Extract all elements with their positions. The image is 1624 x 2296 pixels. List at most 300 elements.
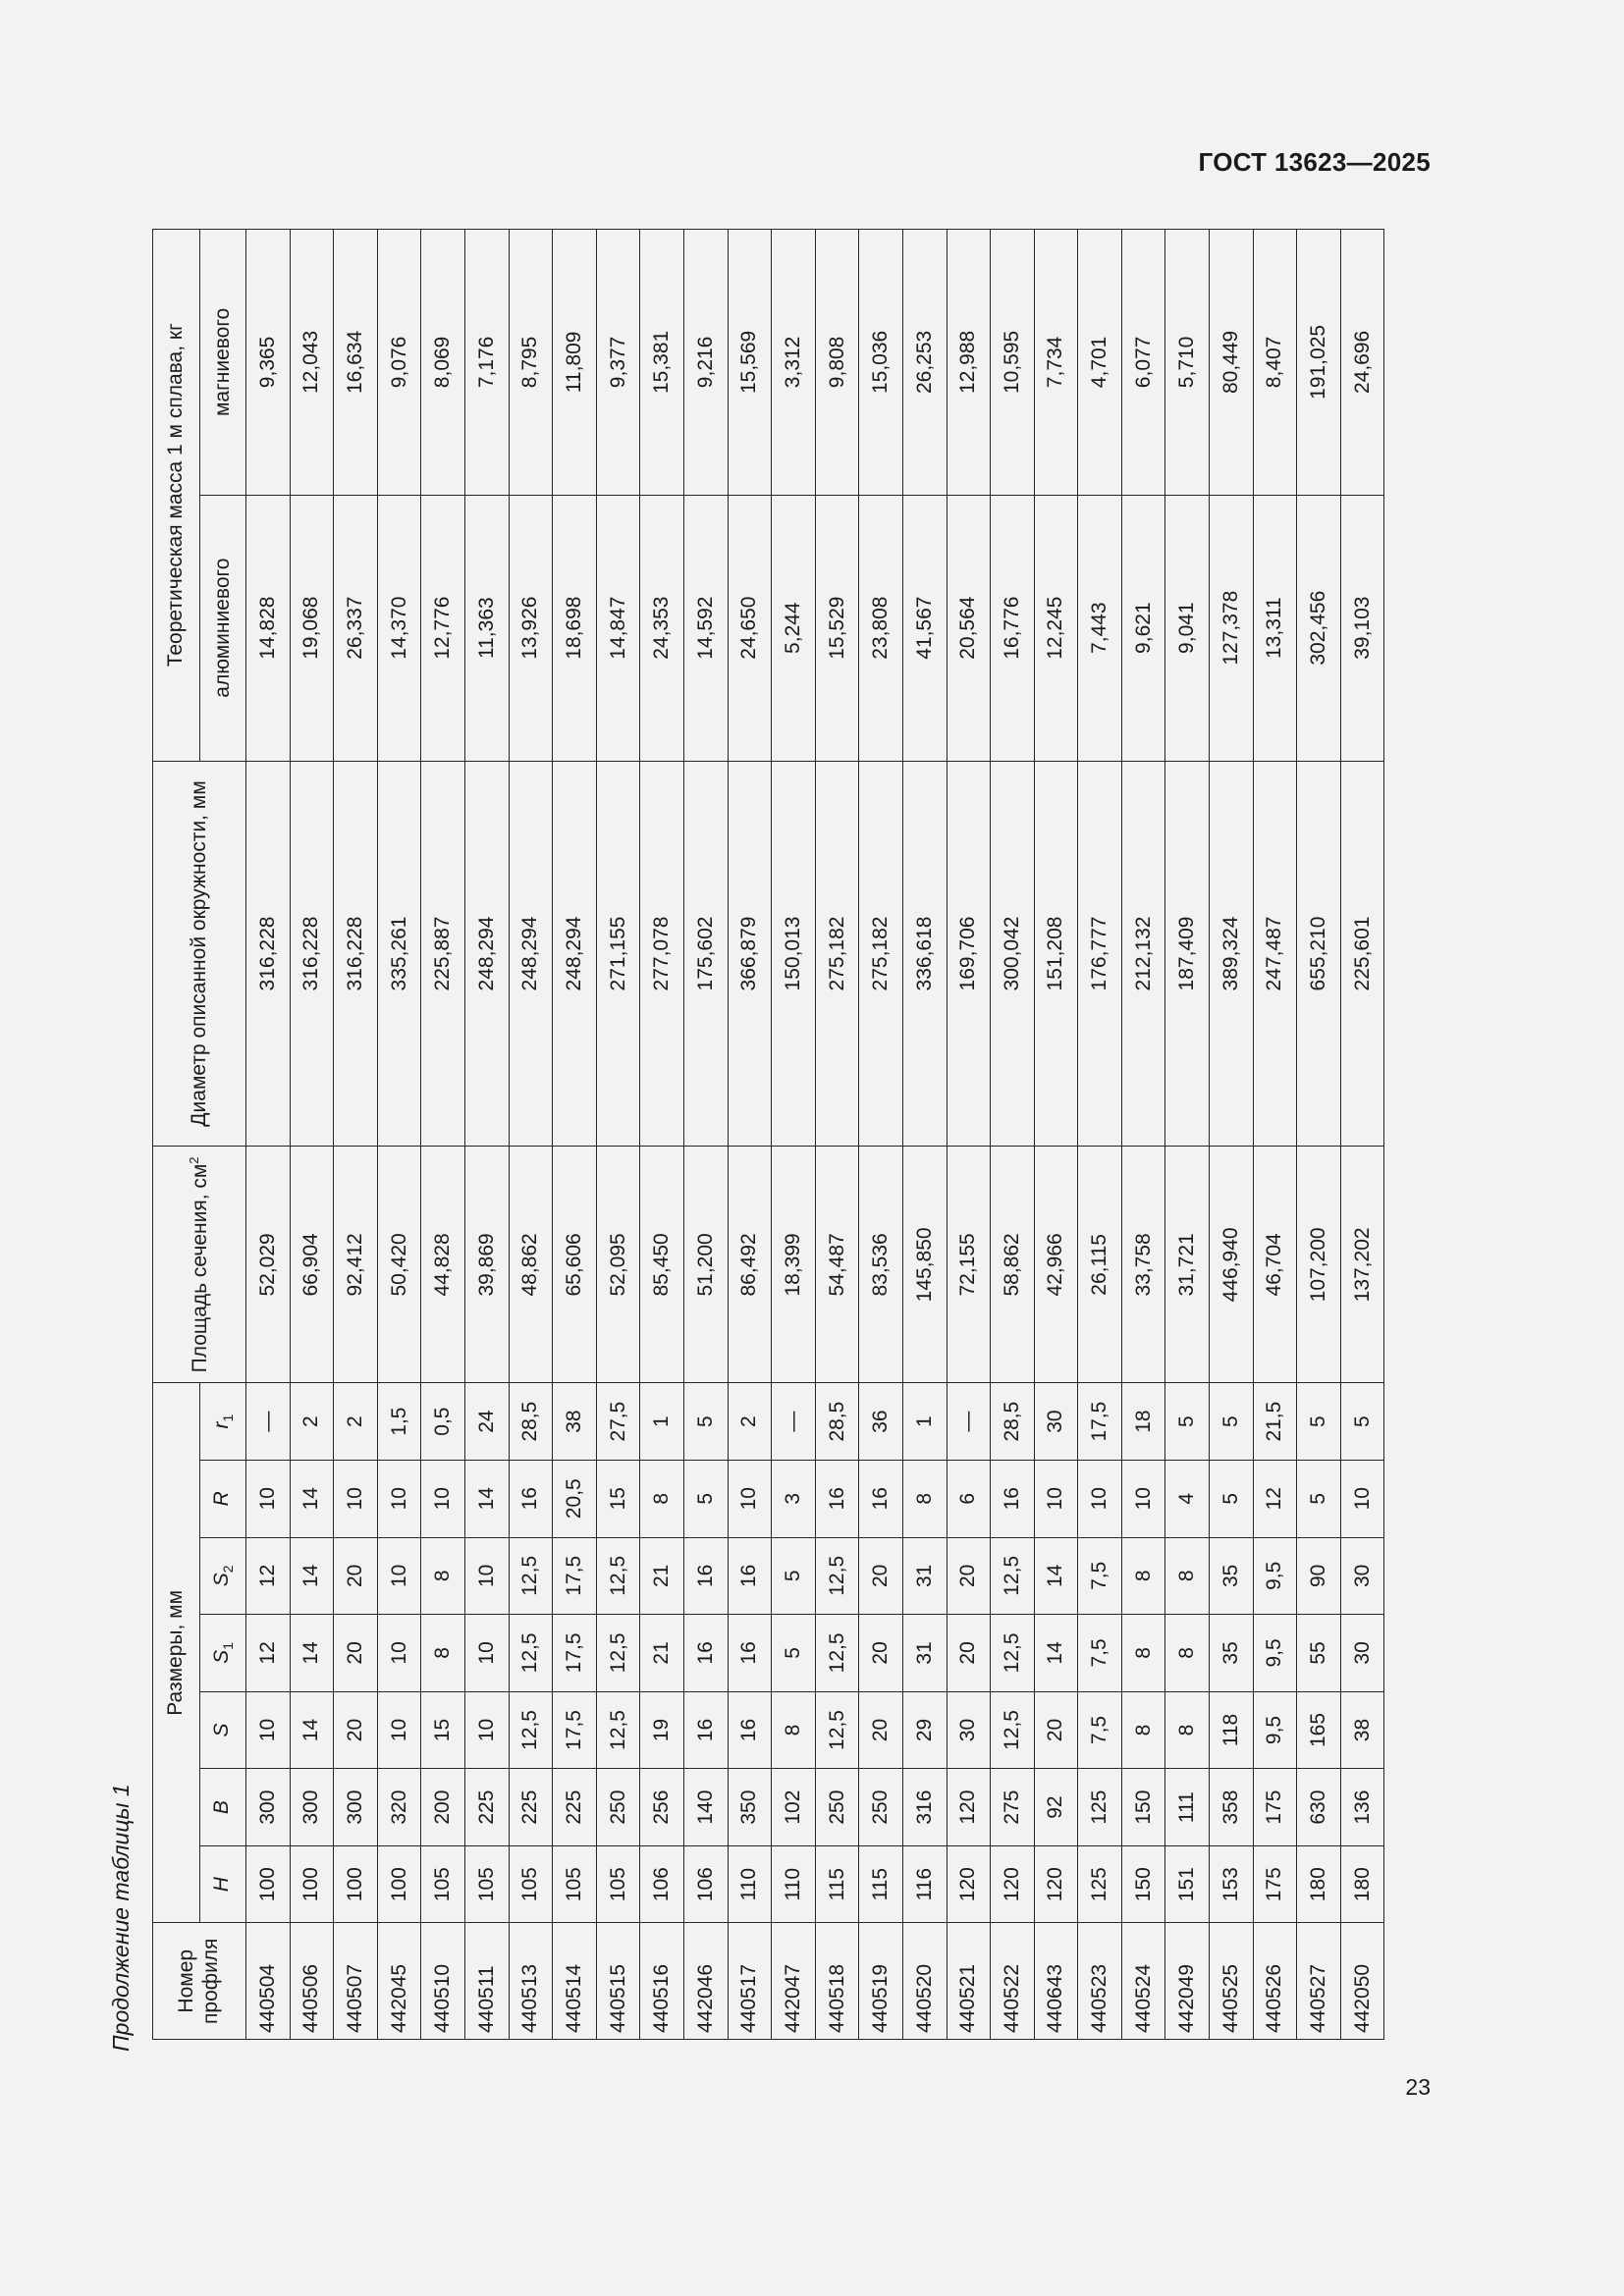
table-cell: 9,076 <box>377 230 421 496</box>
table-cell: 12 <box>246 1537 291 1615</box>
profile-number-cell: 440506 <box>290 1923 334 2040</box>
table-cell: 17,5 <box>553 1615 597 1692</box>
table-cell: 15,529 <box>815 495 859 761</box>
table-cell: 5 <box>683 1460 728 1537</box>
table-cell: 277,078 <box>640 761 684 1147</box>
table-cell: — <box>947 1383 991 1461</box>
table-cell: 17,5 <box>553 1691 597 1769</box>
size-h-header: H <box>200 1845 246 1923</box>
table-cell: 248,294 <box>464 761 509 1147</box>
table-row <box>596 230 640 2040</box>
table-cell: 335,261 <box>377 761 421 1147</box>
table-cell: 176,777 <box>1078 761 1122 1147</box>
table-cell: 6,077 <box>1121 230 1165 496</box>
table-cell: 7,5 <box>1078 1537 1122 1615</box>
table-cell: 16 <box>728 1691 772 1769</box>
table-cell: 10 <box>246 1691 291 1769</box>
table-cell: 15,036 <box>859 230 903 496</box>
table-cell: 8 <box>1121 1615 1165 1692</box>
table-row <box>1340 230 1384 2040</box>
table-cell: 11,809 <box>553 230 597 496</box>
table-cell: 39,869 <box>464 1147 509 1383</box>
table-cell: 24 <box>464 1383 509 1461</box>
table-cell: 10 <box>334 1460 378 1537</box>
table-cell: 5 <box>1297 1460 1341 1537</box>
size-s1-header: $S_1$ <box>200 1615 246 1692</box>
table-cell: 14 <box>1034 1537 1078 1615</box>
table-cell: 127,378 <box>1210 495 1254 761</box>
profile-number-cell: 440524 <box>1121 1923 1165 2040</box>
table-cell: 20,564 <box>947 495 991 761</box>
table-cell: 28,5 <box>815 1383 859 1461</box>
table-cell: 16 <box>728 1615 772 1692</box>
table-cell: 36 <box>859 1383 903 1461</box>
table-cell: 105 <box>464 1845 509 1923</box>
table-cell: 446,940 <box>1210 1147 1254 1383</box>
table-cell: 20 <box>947 1537 991 1615</box>
profile-number-cell: 440527 <box>1297 1923 1341 2040</box>
table-cell: 9,216 <box>683 230 728 496</box>
table-cell: 80,449 <box>1210 230 1254 496</box>
table-cell: 120 <box>991 1845 1035 1923</box>
table-cell: 8,407 <box>1253 230 1297 496</box>
table-cell: 7,5 <box>1078 1691 1122 1769</box>
table-cell: 115 <box>815 1845 859 1923</box>
table-cell: 9,5 <box>1253 1691 1297 1769</box>
size-s-header: S <box>200 1691 246 1769</box>
table-cell: 72,155 <box>947 1147 991 1383</box>
mass-group-header: Теоретическая масса 1 м сплава, кг <box>153 230 200 762</box>
table-cell: 225 <box>464 1769 509 1846</box>
table-cell: 4,701 <box>1078 230 1122 496</box>
table-cell: 9,377 <box>596 230 640 496</box>
table-cell: 55 <box>1297 1615 1341 1692</box>
table-row <box>1078 230 1122 2040</box>
table-cell: 10 <box>377 1691 421 1769</box>
area-header: Площадь сечения, $см^2$ <box>153 1147 246 1383</box>
table-row <box>728 230 772 2040</box>
table-cell: 250 <box>815 1769 859 1846</box>
table-cell: 65,606 <box>553 1147 597 1383</box>
table-cell: 20 <box>1034 1691 1078 1769</box>
table-cell: 153 <box>1210 1845 1254 1923</box>
profile-number-cell: 442050 <box>1340 1923 1384 2040</box>
table-cell: 15,381 <box>640 230 684 496</box>
table-cell: 38 <box>553 1383 597 1461</box>
table-cell: 10 <box>1121 1460 1165 1537</box>
table-cell: 18,399 <box>772 1147 816 1383</box>
table-cell: 14 <box>464 1460 509 1537</box>
table-cell: 8 <box>421 1537 465 1615</box>
profile-number-cell: 442047 <box>772 1923 816 2040</box>
table-cell: 42,966 <box>1034 1147 1078 1383</box>
profile-number-cell: 440526 <box>1253 1923 1297 2040</box>
table-cell: 180 <box>1340 1845 1384 1923</box>
table-cell: 92,412 <box>334 1147 378 1383</box>
table-cell: 105 <box>553 1845 597 1923</box>
table-cell: 389,324 <box>1210 761 1254 1147</box>
profile-number-cell: 440525 <box>1210 1923 1254 2040</box>
table-cell: 120 <box>947 1845 991 1923</box>
profile-number-cell: 440519 <box>859 1923 903 2040</box>
table-cell: 16 <box>683 1615 728 1692</box>
table-row <box>334 230 378 2040</box>
table-cell: 41,567 <box>902 495 947 761</box>
table-cell: 14 <box>290 1615 334 1692</box>
table-cell: 200 <box>421 1769 465 1846</box>
table-cell: 31,721 <box>1165 1147 1210 1383</box>
table-cell: 27,5 <box>596 1383 640 1461</box>
table-cell: 16 <box>683 1691 728 1769</box>
table-cell: 2 <box>290 1383 334 1461</box>
table-cell: 15,569 <box>728 230 772 496</box>
table-cell: 2 <box>728 1383 772 1461</box>
table-cell: 12,5 <box>509 1691 553 1769</box>
table-cell: 12,245 <box>1034 495 1078 761</box>
table-cell: 1 <box>640 1383 684 1461</box>
table-cell: 90 <box>1297 1537 1341 1615</box>
profile-number-cell: 442049 <box>1165 1923 1210 2040</box>
table-cell: 12,776 <box>421 495 465 761</box>
table-cell: 116 <box>902 1845 947 1923</box>
table-cell: 5,710 <box>1165 230 1210 496</box>
table-cell: 115 <box>859 1845 903 1923</box>
table-row <box>991 230 1035 2040</box>
size-r-header: R <box>200 1460 246 1537</box>
table-cell: 110 <box>728 1845 772 1923</box>
table-cell: 20 <box>859 1537 903 1615</box>
table-cell: 12,5 <box>991 1691 1035 1769</box>
table-cell: 31 <box>902 1537 947 1615</box>
table-caption: Продолжение таблицы 1 <box>108 1784 134 2052</box>
table-cell: 100 <box>377 1845 421 1923</box>
table-cell: 300 <box>246 1769 291 1846</box>
table-cell: 23,808 <box>859 495 903 761</box>
profile-number-cell: 440521 <box>947 1923 991 2040</box>
table-body <box>246 230 1384 2040</box>
table-cell: 100 <box>290 1845 334 1923</box>
table-cell: 13,311 <box>1253 495 1297 761</box>
table-cell: 16 <box>683 1537 728 1615</box>
table-cell: 316 <box>902 1769 947 1846</box>
table-cell: 3 <box>772 1460 816 1537</box>
table-cell: 5 <box>1297 1383 1341 1461</box>
table-cell: 655,210 <box>1297 761 1341 1147</box>
table-cell: 8,795 <box>509 230 553 496</box>
table-cell: 20 <box>334 1615 378 1692</box>
table-cell: 10 <box>1078 1460 1122 1537</box>
table-cell: 10 <box>464 1615 509 1692</box>
table-cell: 48,862 <box>509 1147 553 1383</box>
table-cell: 8 <box>640 1460 684 1537</box>
table-cell: 8 <box>1165 1691 1210 1769</box>
table-cell: 16 <box>509 1460 553 1537</box>
profile-number-cell: 440504 <box>246 1923 291 2040</box>
table-cell: 271,155 <box>596 761 640 1147</box>
size-b-header: B <box>200 1769 246 1846</box>
table-cell: 106 <box>683 1845 728 1923</box>
table-cell: 225 <box>509 1769 553 1846</box>
table-cell: 5 <box>1340 1383 1384 1461</box>
table-cell: 256 <box>640 1769 684 1846</box>
table-cell: 12,5 <box>596 1615 640 1692</box>
table-cell: 137,202 <box>1340 1147 1384 1383</box>
table-cell: 320 <box>377 1769 421 1846</box>
table-cell: 4 <box>1165 1460 1210 1537</box>
profile-number-cell: 440515 <box>596 1923 640 2040</box>
table-cell: — <box>246 1383 291 1461</box>
profile-number-cell: 440522 <box>991 1923 1035 2040</box>
table-cell: 24,353 <box>640 495 684 761</box>
table-cell: 52,095 <box>596 1147 640 1383</box>
table-row <box>859 230 903 2040</box>
table-cell: 1,5 <box>377 1383 421 1461</box>
table-cell: 7,5 <box>1078 1615 1122 1692</box>
table-row <box>1034 230 1078 2040</box>
table-cell: 225,601 <box>1340 761 1384 1147</box>
table-cell: 16 <box>991 1460 1035 1537</box>
table-cell: 7,176 <box>464 230 509 496</box>
table-cell: 20 <box>334 1691 378 1769</box>
table-cell: 9,5 <box>1253 1537 1297 1615</box>
table-cell: 120 <box>947 1769 991 1846</box>
table-cell: 3,312 <box>772 230 816 496</box>
table-row <box>553 230 597 2040</box>
table-cell: 2 <box>334 1383 378 1461</box>
table-cell: 350 <box>728 1769 772 1846</box>
table-cell: 35 <box>1210 1615 1254 1692</box>
table-cell: 16,634 <box>334 230 378 496</box>
table-cell: 175 <box>1253 1845 1297 1923</box>
profile-number-cell: 440516 <box>640 1923 684 2040</box>
table-cell: 105 <box>421 1845 465 1923</box>
table-cell: 150 <box>1121 1845 1165 1923</box>
table-cell: 12,5 <box>815 1691 859 1769</box>
table-cell: 12,5 <box>991 1537 1035 1615</box>
table-row <box>1253 230 1297 2040</box>
table-cell: 247,487 <box>1253 761 1297 1147</box>
table-row <box>683 230 728 2040</box>
table-cell: 12,988 <box>947 230 991 496</box>
table-cell: 106 <box>640 1845 684 1923</box>
table-header <box>153 230 246 2040</box>
table-row <box>1165 230 1210 2040</box>
page-number: 23 <box>1405 2074 1431 2100</box>
table-cell: 212,132 <box>1121 761 1165 1147</box>
table-cell: 5,244 <box>772 495 816 761</box>
table-cell: 165 <box>1297 1691 1341 1769</box>
table-cell: 9,621 <box>1121 495 1165 761</box>
table-cell: 12,5 <box>509 1537 553 1615</box>
table-cell: 7,734 <box>1034 230 1078 496</box>
profile-number-cell: 440518 <box>815 1923 859 2040</box>
table-cell: 13,926 <box>509 495 553 761</box>
table-cell: 20 <box>947 1615 991 1692</box>
table-cell: 8 <box>1121 1691 1165 1769</box>
table-row <box>1210 230 1254 2040</box>
table-cell: 125 <box>1078 1769 1122 1846</box>
table-cell: 105 <box>596 1845 640 1923</box>
table-cell: 5 <box>772 1615 816 1692</box>
table-row <box>1121 230 1165 2040</box>
table-cell: 39,103 <box>1340 495 1384 761</box>
table-cell: 17,5 <box>1078 1383 1122 1461</box>
profile-number-cell: 440517 <box>728 1923 772 2040</box>
profile-number-cell: 440523 <box>1078 1923 1122 2040</box>
table-cell: 66,904 <box>290 1147 334 1383</box>
table-cell: 29 <box>902 1691 947 1769</box>
table-cell: 12,5 <box>596 1537 640 1615</box>
table-row <box>509 230 553 2040</box>
table-cell: 316,228 <box>290 761 334 1147</box>
table-cell: 30 <box>1340 1537 1384 1615</box>
table-cell: 51,200 <box>683 1147 728 1383</box>
table-cell: 8 <box>902 1460 947 1537</box>
table-cell: 28,5 <box>509 1383 553 1461</box>
table-cell: 16 <box>728 1537 772 1615</box>
profile-number-cell: 440514 <box>553 1923 597 2040</box>
table-cell: 125 <box>1078 1845 1122 1923</box>
table-cell: 33,758 <box>1121 1147 1165 1383</box>
table-row <box>246 230 291 2040</box>
table-cell: 100 <box>334 1845 378 1923</box>
table-cell: 9,5 <box>1253 1615 1297 1692</box>
table-cell: 26,337 <box>334 495 378 761</box>
table-row <box>815 230 859 2040</box>
table-cell: 300 <box>334 1769 378 1846</box>
table-cell: 275,182 <box>859 761 903 1147</box>
profile-number-cell: 440513 <box>509 1923 553 2040</box>
table-cell: 300 <box>290 1769 334 1846</box>
table-cell: 175,602 <box>683 761 728 1147</box>
rotated-table-block <box>108 39 1483 2052</box>
table-cell: 52,029 <box>246 1147 291 1383</box>
size-r1-header: $r_1$ <box>200 1383 246 1461</box>
table-cell: 14 <box>290 1460 334 1537</box>
table-cell: 8 <box>1165 1537 1210 1615</box>
table-cell: 18 <box>1121 1383 1165 1461</box>
table-cell: 8 <box>1121 1537 1165 1615</box>
table-cell: 21 <box>640 1537 684 1615</box>
table-cell: 12 <box>246 1615 291 1692</box>
table-cell: 46,704 <box>1253 1147 1297 1383</box>
table-row <box>947 230 991 2040</box>
table-cell: 10,595 <box>991 230 1035 496</box>
table-cell: 14,847 <box>596 495 640 761</box>
table-cell: 150,013 <box>772 761 816 1147</box>
table-cell: 30 <box>947 1691 991 1769</box>
table-cell: 21,5 <box>1253 1383 1297 1461</box>
table-cell: 358 <box>1210 1769 1254 1846</box>
table-cell: 10 <box>728 1460 772 1537</box>
table-cell: 630 <box>1297 1769 1341 1846</box>
table-cell: 19 <box>640 1691 684 1769</box>
table-cell: 14 <box>290 1537 334 1615</box>
table-cell: 10 <box>1340 1460 1384 1537</box>
profile-number-header: Номер профиля <box>153 1923 246 2040</box>
table-row <box>640 230 684 2040</box>
table-cell: 50,420 <box>377 1147 421 1383</box>
table-cell: 54,487 <box>815 1147 859 1383</box>
table-cell: 8 <box>1165 1615 1210 1692</box>
table-cell: 10 <box>464 1537 509 1615</box>
profile-number-cell: 440520 <box>902 1923 947 2040</box>
table-cell: 10 <box>1034 1460 1078 1537</box>
table-cell: 12,5 <box>596 1691 640 1769</box>
table-cell: 28,5 <box>991 1383 1035 1461</box>
table-cell: 120 <box>1034 1845 1078 1923</box>
table-cell: 21 <box>640 1615 684 1692</box>
table-cell: 8 <box>421 1615 465 1692</box>
table-cell: 9,808 <box>815 230 859 496</box>
table-cell: 92 <box>1034 1769 1078 1846</box>
table-cell: 169,706 <box>947 761 991 1147</box>
table-cell: 12,043 <box>290 230 334 496</box>
table-cell: 8,069 <box>421 230 465 496</box>
table-cell: 316,228 <box>334 761 378 1147</box>
mass-magnesium-header: магниевого <box>200 230 246 496</box>
table-cell: 300,042 <box>991 761 1035 1147</box>
table-cell: 11,363 <box>464 495 509 761</box>
table-cell: 16 <box>815 1460 859 1537</box>
table-cell: 100 <box>246 1845 291 1923</box>
table-cell: 26,115 <box>1078 1147 1122 1383</box>
table-cell: 20 <box>859 1615 903 1692</box>
table-cell: 366,879 <box>728 761 772 1147</box>
table-cell: 250 <box>859 1769 903 1846</box>
table-row <box>772 230 816 2040</box>
table-cell: 14,592 <box>683 495 728 761</box>
table-cell: 316,228 <box>246 761 291 1147</box>
table-cell: 118 <box>1210 1691 1254 1769</box>
table-cell: 187,409 <box>1165 761 1210 1147</box>
table-cell: 10 <box>377 1460 421 1537</box>
diameter-header: Диаметр описанной окружности, мм <box>153 761 246 1147</box>
table-cell: 107,200 <box>1297 1147 1341 1383</box>
table-cell: 248,294 <box>509 761 553 1147</box>
table-cell: 225,887 <box>421 761 465 1147</box>
table-cell: 275,182 <box>815 761 859 1147</box>
table-cell: 102 <box>772 1769 816 1846</box>
table-cell: 83,536 <box>859 1147 903 1383</box>
table-cell: 17,5 <box>553 1537 597 1615</box>
table-cell: 136 <box>1340 1769 1384 1846</box>
profile-number-cell: 442046 <box>683 1923 728 2040</box>
table-cell: 336,618 <box>902 761 947 1147</box>
table-cell: 12,5 <box>509 1615 553 1692</box>
table-cell: 151,208 <box>1034 761 1078 1147</box>
profile-number-cell: 440643 <box>1034 1923 1078 2040</box>
mass-aluminium-header: алюминиевого <box>200 495 246 761</box>
table-cell: 15 <box>596 1460 640 1537</box>
table-cell: 18,698 <box>553 495 597 761</box>
table-cell: 5 <box>772 1537 816 1615</box>
table-row <box>377 230 421 2040</box>
table-cell: 10 <box>377 1537 421 1615</box>
table-cell: 10 <box>377 1615 421 1692</box>
table-cell: — <box>772 1383 816 1461</box>
table-cell: 5 <box>683 1383 728 1461</box>
table-cell: 0,5 <box>421 1383 465 1461</box>
table-cell: 5 <box>1165 1383 1210 1461</box>
table-cell: 275 <box>991 1769 1035 1846</box>
sizes-group-header: Размеры, мм <box>153 1383 200 1923</box>
profile-table <box>152 229 1384 2040</box>
table-cell: 248,294 <box>553 761 597 1147</box>
table-cell: 26,253 <box>902 230 947 496</box>
table-cell: 110 <box>772 1845 816 1923</box>
table-cell: 38 <box>1340 1691 1384 1769</box>
